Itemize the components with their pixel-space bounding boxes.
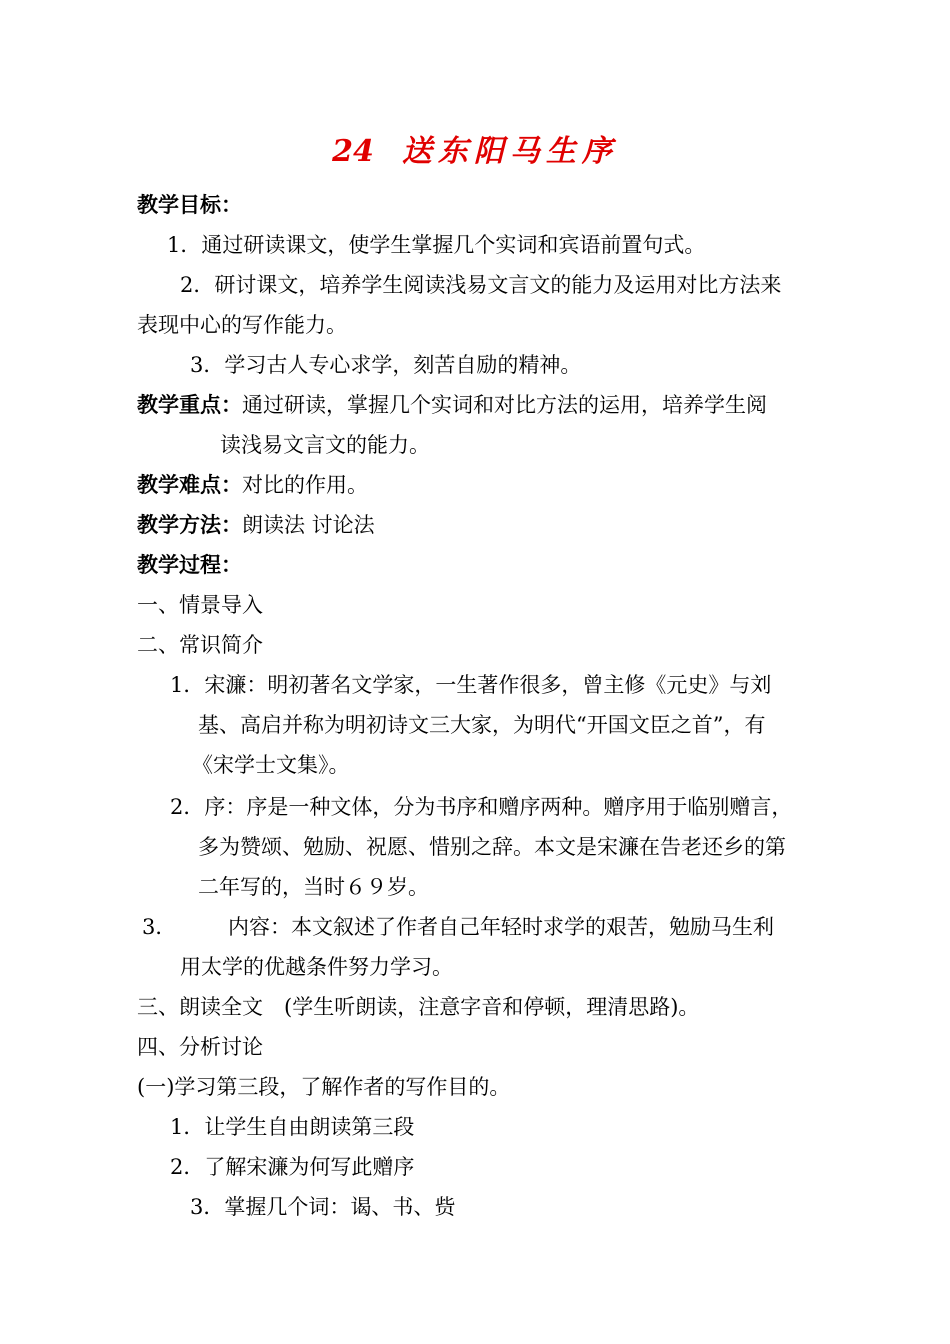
method-line xyxy=(137,510,375,540)
section-2-item-2-line-1: 2．序：序是一种文体，分为书序和赠序两种。赠序用于临别赠言， xyxy=(170,795,793,819)
objective-item-2-line-2: 表现中心的写作能力。 xyxy=(137,313,347,337)
section-2-item-1-line-3: 《宋学士文集》。 xyxy=(192,753,350,777)
section-4-heading: 四、分析讨论 xyxy=(137,1035,263,1059)
method-label: 教学方法： xyxy=(137,512,242,537)
subsection-1-item-2: 2．了解宋濂为何写此赠序 xyxy=(170,1155,415,1179)
process-heading: 教学过程： xyxy=(137,552,242,577)
section-1-heading: 一、情景导入 xyxy=(137,593,263,617)
objective-item-3: 3．学习古人专心求学，刻苦自励的精神。 xyxy=(190,353,582,377)
key-points-text: 通过研读，掌握几个实词和对比方法的运用，培养学生阅 xyxy=(242,393,767,417)
objective-item-2-line-1: 2．研讨课文，培养学生阅读浅易文言文的能力及运用对比方法来 xyxy=(180,273,782,297)
objective-item-1: 1．通过研读课文，使学生掌握几个实词和宾语前置句式。 xyxy=(167,233,706,257)
subsection-1-item-1: 1．让学生自由朗读第三段 xyxy=(170,1115,415,1139)
lesson-number: 24 xyxy=(332,134,374,169)
key-points-label: 教学重点： xyxy=(137,392,242,417)
method-text: 朗读法 讨论法 xyxy=(242,513,375,537)
section-2-heading: 二、常识简介 xyxy=(137,633,263,657)
difficulty-text: 对比的作用。 xyxy=(242,473,368,497)
page-title xyxy=(0,126,950,170)
difficulty-label: 教学难点： xyxy=(137,472,242,497)
key-points-line-1 xyxy=(137,390,767,420)
section-2-item-3-number: 3． xyxy=(142,915,177,939)
key-points-line-2: 读浅易文言文的能力。 xyxy=(220,433,430,457)
section-2-item-2-line-3: 二年写的，当时６９岁。 xyxy=(198,875,429,899)
section-2-item-2-line-2: 多为赞颂、勉励、祝愿、惜别之辞。本文是宋濂在告老还乡的第 xyxy=(198,835,786,859)
section-2-item-3-line-2: 用太学的优越条件努力学习。 xyxy=(180,955,453,979)
lesson-title: 送东阳马生序 xyxy=(401,134,618,169)
section-3-heading: 三、朗读全文 (学生听朗读，注意字音和停顿，理清思路)。 xyxy=(137,995,700,1019)
subsection-1-heading: (一)学习第三段，了解作者的写作目的。 xyxy=(137,1075,511,1099)
section-2-item-3-line-1: 内容：本文叙述了作者自己年轻时求学的艰苦，勉励马生利 xyxy=(228,915,774,939)
subsection-1-item-3: 3．掌握几个词：谒、书、赀 xyxy=(190,1195,456,1219)
section-2-item-1-line-2: 基、高启并称为明初诗文三大家，为明代“开国文臣之首”，有 xyxy=(198,713,766,737)
objectives-heading: 教学目标： xyxy=(137,192,242,217)
difficulty-line xyxy=(137,470,368,500)
section-2-item-1-line-1: 1．宋濂：明初著名文学家，一生著作很多，曾主修《元史》与刘 xyxy=(170,673,772,697)
